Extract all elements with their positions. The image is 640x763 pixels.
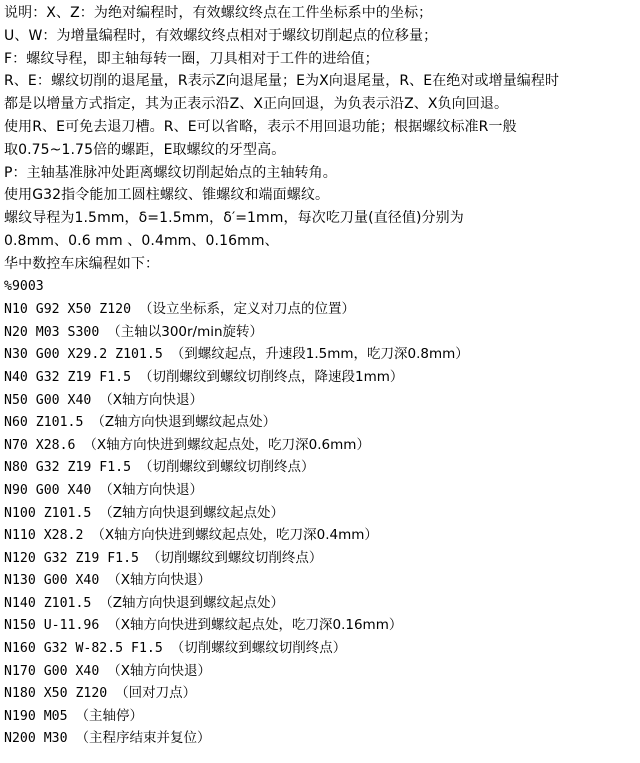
program-code: N110 X28.2 — [4, 528, 84, 544]
program-line — [4, 682, 636, 705]
program-comment: （切削螺纹到螺纹切削终点） — [139, 459, 315, 476]
program-code: N150 U-11.96 — [4, 618, 100, 634]
program-code: N10 G92 X50 Z120 — [4, 302, 132, 318]
program-code: N130 G00 X40 — [4, 573, 100, 589]
program-comment: （主轴以300r/min旋转） — [107, 323, 264, 340]
program-code: N100 Z101.5 — [4, 505, 92, 521]
program-line — [4, 502, 636, 525]
program-line — [4, 637, 636, 660]
program-code: N190 M05 — [4, 708, 68, 724]
program-comment: （X轴方向快退） — [99, 391, 204, 408]
program-comment: （X轴方向快进到螺纹起点处，吃刀深0.6mm） — [83, 436, 370, 453]
program-comment: （到螺纹起点，升速段1.5mm，吃刀深0.8mm） — [170, 346, 469, 363]
program-line — [4, 366, 636, 389]
program-comment: （X轴方向快退） — [107, 662, 211, 679]
program-code: N20 M03 S300 — [4, 324, 100, 340]
program-code: N30 G00 X29.2 Z101.5 — [4, 347, 163, 363]
program-line — [4, 434, 636, 457]
program-comment: （Z轴方向快退到螺纹起点处） — [91, 414, 277, 431]
program-code: N90 G00 X40 — [4, 482, 92, 498]
program-code: N140 Z101.5 — [4, 595, 92, 611]
intro-line: R、E：螺纹切削的退尾量，R表示Z向退尾量；E为X向退尾量，R、E在绝对或增量编程时 — [4, 73, 560, 90]
program-line — [4, 298, 636, 321]
intro-line: 使用G32指令能加工圆柱螺纹、锥螺纹和端面螺纹。 — [4, 187, 330, 204]
program-comment: （Z轴方向快退到螺纹起点处） — [99, 594, 285, 611]
program-code: %9003 — [4, 278, 44, 294]
intro-line: 螺纹导程为1.5mm，δ=1.5mm，δ′=1mm，每次吃刀量(直径值)分别为 — [4, 210, 464, 227]
program-code: N180 X50 Z120 — [4, 686, 108, 702]
program-code: N120 G32 Z19 F1.5 — [4, 550, 139, 566]
program-line — [4, 547, 636, 570]
program-line — [4, 456, 636, 479]
program-line — [4, 343, 636, 366]
program-code: N40 G32 Z19 F1.5 — [4, 369, 132, 385]
intro-line: P：主轴基准脉冲处距离螺纹切削起始点的主轴转角。 — [4, 164, 337, 181]
program-comment: （主轴停） — [75, 707, 143, 724]
program-comment: （Z轴方向快退到螺纹起点处） — [99, 504, 285, 521]
intro-line: 使用R、E可免去退刀槽。R、E可以省略，表示不用回退功能；根据螺纹标准R一般 — [4, 118, 517, 135]
program-line — [4, 727, 636, 750]
program-line — [4, 614, 636, 637]
program-code: N80 G32 Z19 F1.5 — [4, 460, 132, 476]
instruction-description — [4, 2, 636, 276]
program-code: N70 X28.6 — [4, 437, 76, 453]
intro-line: 说明：X、Z：为绝对编程时，有效螺纹终点在工件坐标系中的坐标； — [4, 5, 433, 21]
program-code: N60 Z101.5 — [4, 415, 84, 431]
program-line — [4, 276, 636, 299]
program-code: N170 G00 X40 — [4, 663, 100, 679]
intro-line: 华中数控车床编程如下： — [4, 255, 160, 272]
program-line — [4, 389, 636, 412]
cnc-program-listing — [4, 276, 636, 750]
program-line — [4, 660, 636, 683]
program-line — [4, 705, 636, 728]
program-comment: （切削螺纹到螺纹切削终点，降速段1mm） — [139, 368, 404, 385]
program-line — [4, 321, 636, 344]
program-line — [4, 524, 636, 547]
program-comment: （X轴方向快退） — [99, 481, 204, 498]
program-line — [4, 569, 636, 592]
program-comment: （X轴方向快退） — [107, 572, 211, 589]
intro-line: 都是以增量方式指定，其为正表示沿Z、X正向回退，为负表示沿Z、X负向回退。 — [4, 96, 509, 113]
intro-line: 取0.75~1.75倍的螺距，E取螺纹的牙型高。 — [4, 141, 286, 158]
intro-line: F：螺纹导程，即主轴每转一圈，刀具相对于工件的进给值； — [4, 50, 379, 67]
program-comment: （切削螺纹到螺纹切削终点） — [146, 549, 323, 566]
program-line — [4, 411, 636, 434]
program-comment: （主程序结束并复位） — [75, 730, 211, 747]
program-code: N50 G00 X40 — [4, 392, 92, 408]
program-code: N200 M30 — [4, 731, 68, 747]
program-comment: （设立坐标系，定义对刀点的位置） — [139, 301, 355, 318]
program-comment: （X轴方向快进到螺纹起点处，吃刀深0.16mm） — [107, 617, 403, 634]
program-comment: （X轴方向快进到螺纹起点处，吃刀深0.4mm） — [91, 527, 378, 544]
document-body — [4, 2, 636, 750]
intro-line: U、W：为增量编程时，有效螺纹终点相对于螺纹切削起点的位移量； — [4, 27, 438, 44]
program-line — [4, 592, 636, 615]
program-comment: （回对刀点） — [115, 685, 197, 702]
program-comment: （切削螺纹到螺纹切削终点） — [170, 640, 347, 657]
program-code: N160 G32 W-82.5 F1.5 — [4, 641, 163, 657]
intro-line: 0.8mm、0.6 mm 、0.4mm、0.16mm、 — [4, 232, 279, 249]
program-line — [4, 479, 636, 502]
